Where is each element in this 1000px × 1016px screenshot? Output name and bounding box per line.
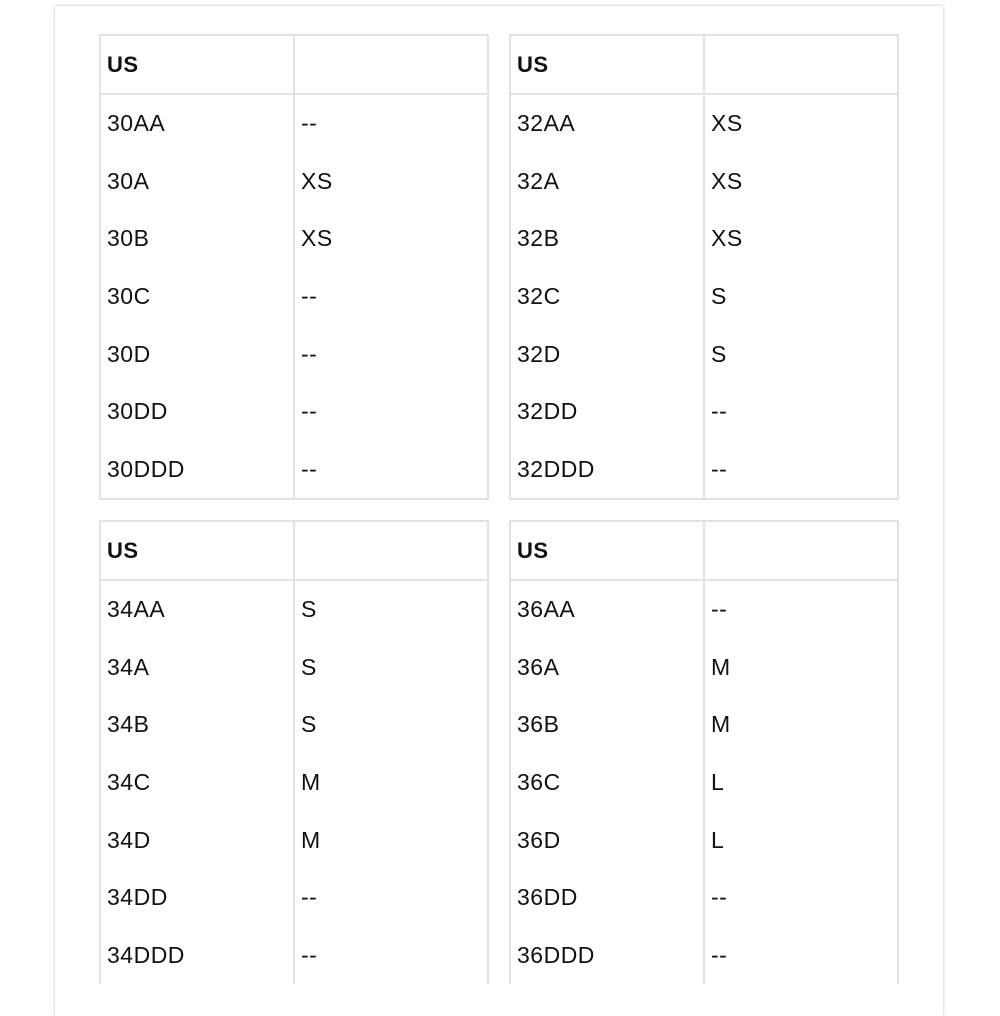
table-row [100,639,488,697]
size-cell: -- [294,268,488,326]
band-cup-cell: 36D [510,811,704,869]
size-cell: S [294,639,488,697]
band-cup-cell: 30DDD [100,441,294,500]
size-cell: XS [704,94,898,153]
band-cup-cell: 30A [100,153,294,211]
band-cup-cell: 32AA [510,94,704,153]
band-cup-cell: 34A [100,639,294,697]
header-size [294,35,488,94]
band-cup-cell: 30AA [100,94,294,153]
size-cell: XS [294,210,488,268]
band-cup-cell: 36A [510,639,704,697]
size-cell: -- [704,441,898,500]
size-cell: -- [294,94,488,153]
band-cup-cell: 30D [100,325,294,383]
size-cell: L [704,811,898,869]
band-cup-cell: 32DD [510,383,704,441]
band-cup-cell: 34DD [100,869,294,927]
band-cup-cell: 36B [510,696,704,754]
table-header-row [100,35,488,94]
band-cup-cell: 32A [510,153,704,211]
header-region: US [100,521,294,580]
header-size [704,521,898,580]
table-row [100,696,488,754]
size-cell: -- [704,869,898,927]
table-row [100,580,488,639]
table-row [510,754,898,812]
band-cup-cell: 36DD [510,869,704,927]
size-cell: M [294,754,488,812]
table-row [510,927,898,985]
size-cell: -- [294,441,488,500]
table-row [100,441,488,500]
size-cell: XS [704,210,898,268]
band-cup-cell: 34D [100,811,294,869]
size-cell: M [704,639,898,697]
header-region: US [510,35,704,94]
size-cell: S [704,325,898,383]
table-row [510,94,898,153]
table-row [510,811,898,869]
size-cell: XS [294,153,488,211]
size-cell: -- [704,927,898,985]
size-cell: -- [294,869,488,927]
table-header-row [510,521,898,580]
header-size [704,35,898,94]
table-row [510,696,898,754]
band-cup-cell: 36C [510,754,704,812]
table-row [510,383,898,441]
size-table-32 [509,34,899,500]
size-cell: L [704,754,898,812]
table-row [100,869,488,927]
band-cup-cell: 36AA [510,580,704,639]
header-size [294,521,488,580]
size-cell: -- [294,325,488,383]
size-cell: S [294,696,488,754]
band-cup-cell: 30DD [100,383,294,441]
band-cup-cell: 30C [100,268,294,326]
table-row [100,153,488,211]
size-table-34 [99,520,489,984]
table-row [510,268,898,326]
size-cell: XS [704,153,898,211]
size-cell: -- [294,383,488,441]
size-cell: M [704,696,898,754]
table-row [510,869,898,927]
table-row [510,325,898,383]
size-cell: S [294,580,488,639]
size-cell: -- [294,927,488,985]
table-row [510,639,898,697]
size-table-30 [99,34,489,500]
table-row [100,268,488,326]
size-cell: S [704,268,898,326]
table-header-row [100,521,488,580]
size-cell: -- [704,383,898,441]
band-cup-cell: 32D [510,325,704,383]
header-region: US [510,521,704,580]
band-cup-cell: 32B [510,210,704,268]
table-row [100,754,488,812]
table-row [100,383,488,441]
header-region: US [100,35,294,94]
table-row [100,927,488,985]
table-header-row [510,35,898,94]
table-row [100,94,488,153]
band-cup-cell: 34DDD [100,927,294,985]
size-table-36 [509,520,899,984]
size-cell: -- [704,580,898,639]
table-row [100,210,488,268]
band-cup-cell: 30B [100,210,294,268]
table-row [510,580,898,639]
band-cup-cell: 34AA [100,580,294,639]
band-cup-cell: 36DDD [510,927,704,985]
band-cup-cell: 32DDD [510,441,704,500]
band-cup-cell: 32C [510,268,704,326]
table-row [510,153,898,211]
table-row [510,210,898,268]
size-cell: M [294,811,488,869]
band-cup-cell: 34C [100,754,294,812]
table-row [100,325,488,383]
table-row [510,441,898,500]
band-cup-cell: 34B [100,696,294,754]
table-row [100,811,488,869]
